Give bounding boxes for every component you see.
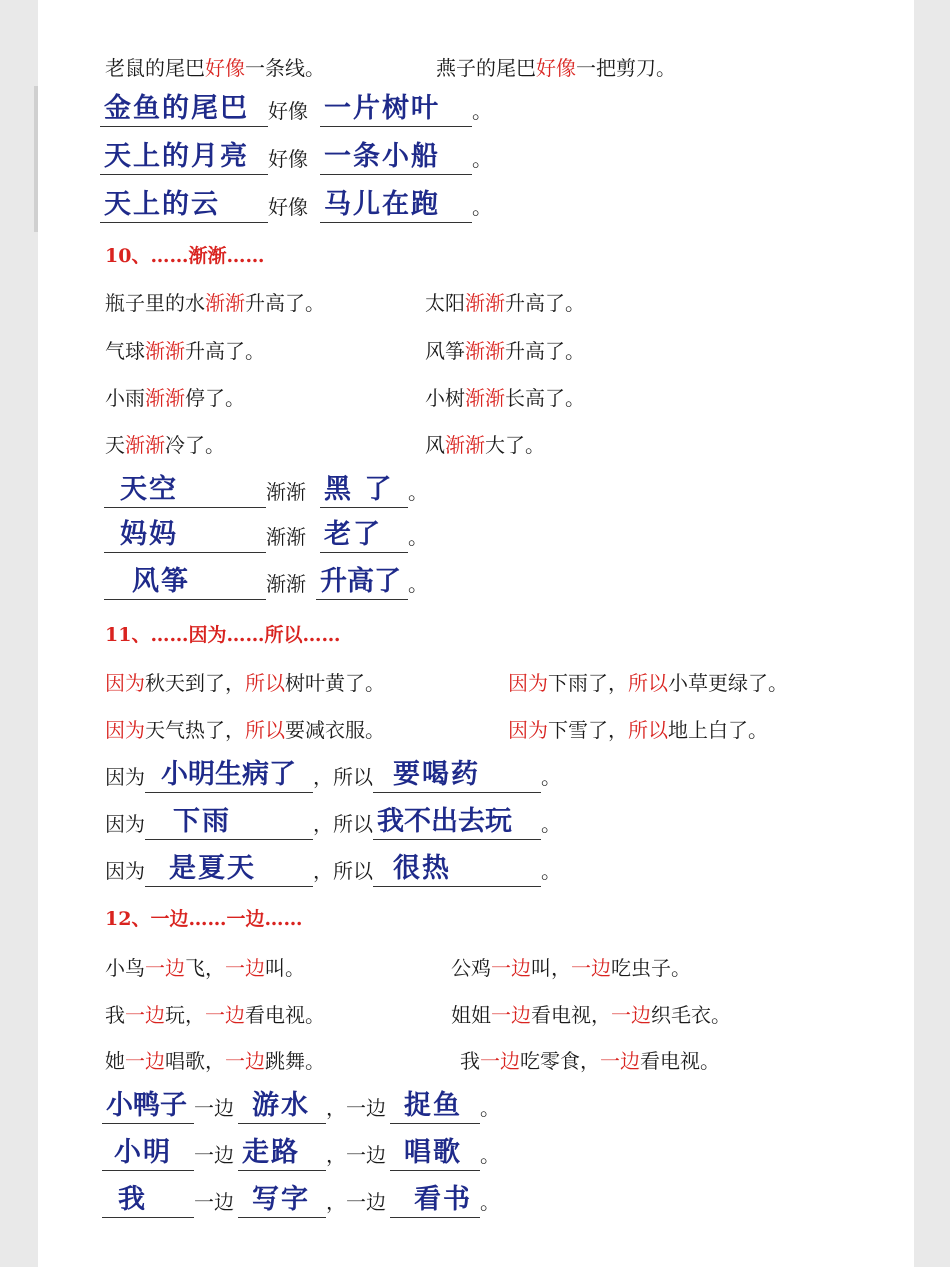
s12-example <box>451 1002 731 1028</box>
period: 。 <box>408 524 428 549</box>
keyword: 一边 <box>194 1189 234 1214</box>
answer-blank: 走路 <box>238 1136 326 1171</box>
keyword: 好像 <box>205 56 245 80</box>
keyword: 因为 <box>105 764 145 789</box>
text: 叫， <box>531 956 571 980</box>
text: 升高了。 <box>505 291 585 315</box>
text: 看电视。 <box>245 1003 325 1027</box>
keyword: 好像 <box>536 56 576 80</box>
period: 。 <box>541 764 561 789</box>
keyword: 渐渐 <box>205 291 245 315</box>
period: 。 <box>472 146 492 171</box>
text: 下雪了， <box>548 718 628 742</box>
answer-blank: 金鱼的尾巴 <box>100 92 268 127</box>
keyword: 一边 <box>346 1142 386 1167</box>
keyword: 好像 <box>268 98 308 123</box>
s12-example <box>105 955 305 981</box>
text: 长高了。 <box>505 386 585 410</box>
s10-example <box>105 385 245 411</box>
s12-example <box>451 955 691 981</box>
s10-fill-2 <box>104 515 428 555</box>
text: 小雨 <box>105 386 145 410</box>
s11-fill-2 <box>105 802 561 842</box>
section-number: 11、 <box>105 624 151 646</box>
answer-blank: 天空 <box>104 473 266 508</box>
s12-fill-2 <box>102 1133 500 1173</box>
section-title: ……渐渐…… <box>150 245 265 267</box>
text: 她 <box>105 1049 125 1073</box>
keyword: 好像 <box>268 194 308 219</box>
text: 小树 <box>425 386 465 410</box>
text: 太阳 <box>425 291 465 315</box>
text: 冷了。 <box>165 433 225 457</box>
period: 。 <box>408 479 428 504</box>
s12-example <box>460 1048 720 1074</box>
keyword: 一边 <box>205 1003 245 1027</box>
text: 老鼠的尾巴 <box>105 56 205 80</box>
text: 飞， <box>185 956 225 980</box>
answer-blank: 游水 <box>238 1089 326 1124</box>
keyword: 因为 <box>105 811 145 836</box>
comma: ， <box>313 811 333 836</box>
text: 我 <box>460 1049 480 1073</box>
text: 小草更绿了。 <box>668 671 788 695</box>
page-edge-shadow <box>34 86 38 232</box>
s9-fill-1 <box>100 89 492 129</box>
text: 风 <box>425 433 445 457</box>
text: 吃虫子。 <box>611 956 691 980</box>
s9-fill-3 <box>100 185 492 225</box>
period: 。 <box>408 571 428 596</box>
keyword: 所以 <box>333 811 373 836</box>
text: 地上白了。 <box>668 718 768 742</box>
keyword: 一边 <box>491 1003 531 1027</box>
text: 叫。 <box>265 956 305 980</box>
period: 。 <box>472 98 492 123</box>
period: 。 <box>472 194 492 219</box>
s11-example <box>105 670 385 696</box>
keyword: 一边 <box>225 1049 265 1073</box>
section-number: 12、 <box>105 908 151 930</box>
text: 秋天到了， <box>145 671 245 695</box>
keyword: 一边 <box>611 1003 651 1027</box>
s12-example <box>105 1002 325 1028</box>
answer-blank: 风筝 <box>104 565 266 600</box>
answer-blank: 一条小船 <box>320 140 472 175</box>
s9-example-1 <box>105 55 325 81</box>
text: 大了。 <box>485 433 545 457</box>
text: 我 <box>105 1003 125 1027</box>
answer-blank: 马儿在跑 <box>320 188 472 223</box>
answer-blank: 妈妈 <box>104 518 266 553</box>
text: 风筝 <box>425 339 465 363</box>
s9-fill-2 <box>100 137 492 177</box>
answer-blank: 黑 了 <box>320 473 408 508</box>
text: 姐姐 <box>451 1003 491 1027</box>
answer-blank: 唱歌 <box>390 1136 480 1171</box>
text: 下雨了， <box>548 671 628 695</box>
answer-blank: 是夏天 <box>145 852 313 887</box>
text: 公鸡 <box>451 956 491 980</box>
text: 要减衣服。 <box>285 718 385 742</box>
s11-header <box>105 622 340 648</box>
comma: ， <box>313 764 333 789</box>
text: 看电视， <box>531 1003 611 1027</box>
keyword: 渐渐 <box>125 433 165 457</box>
s11-fill-3 <box>105 849 561 889</box>
period: 。 <box>480 1095 500 1120</box>
answer-blank: 要喝药 <box>373 758 541 793</box>
keyword: 渐渐 <box>266 479 306 504</box>
section-title: 一边……一边…… <box>150 908 303 930</box>
answer-blank: 小明 <box>102 1136 194 1171</box>
keyword: 渐渐 <box>266 571 306 596</box>
text: 升高了。 <box>505 339 585 363</box>
answer-blank: 升高了 <box>316 565 408 600</box>
text: 天 <box>105 433 125 457</box>
comma: ， <box>326 1095 346 1120</box>
s10-example <box>105 338 265 364</box>
keyword: 渐渐 <box>465 291 505 315</box>
keyword: 因为 <box>508 671 548 695</box>
answer-blank: 一片树叶 <box>320 92 472 127</box>
s10-example <box>105 290 325 316</box>
answer-blank: 小明生病了 <box>145 758 313 793</box>
keyword: 一边 <box>480 1049 520 1073</box>
keyword: 一边 <box>125 1003 165 1027</box>
s10-example <box>425 338 585 364</box>
keyword: 渐渐 <box>145 386 185 410</box>
keyword: 好像 <box>268 146 308 171</box>
answer-blank: 看书 <box>390 1183 480 1218</box>
keyword: 一边 <box>225 956 265 980</box>
s10-header <box>105 243 264 269</box>
period: 。 <box>541 858 561 883</box>
comma: ， <box>326 1189 346 1214</box>
text: 玩， <box>165 1003 205 1027</box>
keyword: 渐渐 <box>465 386 505 410</box>
keyword: 因为 <box>508 718 548 742</box>
text: 停了。 <box>185 386 245 410</box>
text: 跳舞。 <box>265 1049 325 1073</box>
s9-example-2 <box>436 55 676 81</box>
answer-blank: 天上的云 <box>100 188 268 223</box>
period: 。 <box>541 811 561 836</box>
keyword: 渐渐 <box>266 524 306 549</box>
s11-fill-1 <box>105 755 561 795</box>
answer-blank: 很热 <box>373 852 541 887</box>
keyword: 一边 <box>194 1095 234 1120</box>
keyword: 所以 <box>628 718 668 742</box>
keyword: 一边 <box>194 1142 234 1167</box>
text: 吃零食， <box>520 1049 600 1073</box>
text: 升高了。 <box>185 339 265 363</box>
keyword: 所以 <box>333 858 373 883</box>
answer-blank: 下雨 <box>145 805 313 840</box>
s10-example <box>425 432 545 458</box>
s12-fill-3 <box>102 1180 500 1220</box>
keyword: 因为 <box>105 858 145 883</box>
keyword: 一边 <box>125 1049 165 1073</box>
s11-example <box>508 670 788 696</box>
answer-blank: 我 <box>102 1183 194 1218</box>
s10-fill-1 <box>104 470 428 510</box>
s10-fill-3 <box>104 562 428 602</box>
text: 瓶子里的水 <box>105 291 205 315</box>
keyword: 一边 <box>346 1189 386 1214</box>
section-title: ……因为……所以…… <box>150 624 341 646</box>
text: 树叶黄了。 <box>285 671 385 695</box>
answer-blank: 老了 <box>320 518 408 553</box>
keyword: 因为 <box>105 718 145 742</box>
keyword: 所以 <box>245 718 285 742</box>
s12-fill-1 <box>102 1086 500 1126</box>
answer-blank: 我不出去玩 <box>373 805 541 840</box>
answer-blank: 天上的月亮 <box>100 140 268 175</box>
keyword: 一边 <box>346 1095 386 1120</box>
comma: ， <box>326 1142 346 1167</box>
period: 。 <box>480 1142 500 1167</box>
text: 看电视。 <box>640 1049 720 1073</box>
keyword: 一边 <box>600 1049 640 1073</box>
answer-blank: 捉鱼 <box>390 1089 480 1124</box>
keyword: 一边 <box>145 956 185 980</box>
text: 天气热了， <box>145 718 245 742</box>
keyword: 所以 <box>333 764 373 789</box>
period: 。 <box>480 1189 500 1214</box>
text: 一把剪刀。 <box>576 56 676 80</box>
answer-blank: 小鸭子 <box>102 1089 194 1124</box>
keyword: 渐渐 <box>445 433 485 457</box>
text: 小鸟 <box>105 956 145 980</box>
keyword: 所以 <box>245 671 285 695</box>
s10-example <box>425 290 585 316</box>
s11-example <box>105 717 385 743</box>
text: 唱歌， <box>165 1049 225 1073</box>
keyword: 所以 <box>628 671 668 695</box>
keyword: 一边 <box>491 956 531 980</box>
section-number: 10、 <box>105 245 151 267</box>
text: 一条线。 <box>245 56 325 80</box>
s10-example <box>425 385 585 411</box>
s12-header <box>105 906 302 932</box>
keyword: 一边 <box>571 956 611 980</box>
keyword: 渐渐 <box>465 339 505 363</box>
keyword: 因为 <box>105 671 145 695</box>
text: 燕子的尾巴 <box>436 56 536 80</box>
text: 升高了。 <box>245 291 325 315</box>
answer-blank: 写字 <box>238 1183 326 1218</box>
comma: ， <box>313 858 333 883</box>
text: 气球 <box>105 339 145 363</box>
text: 织毛衣。 <box>651 1003 731 1027</box>
s11-example <box>508 717 768 743</box>
s10-example <box>105 432 225 458</box>
s12-example <box>105 1048 325 1074</box>
keyword: 渐渐 <box>145 339 185 363</box>
